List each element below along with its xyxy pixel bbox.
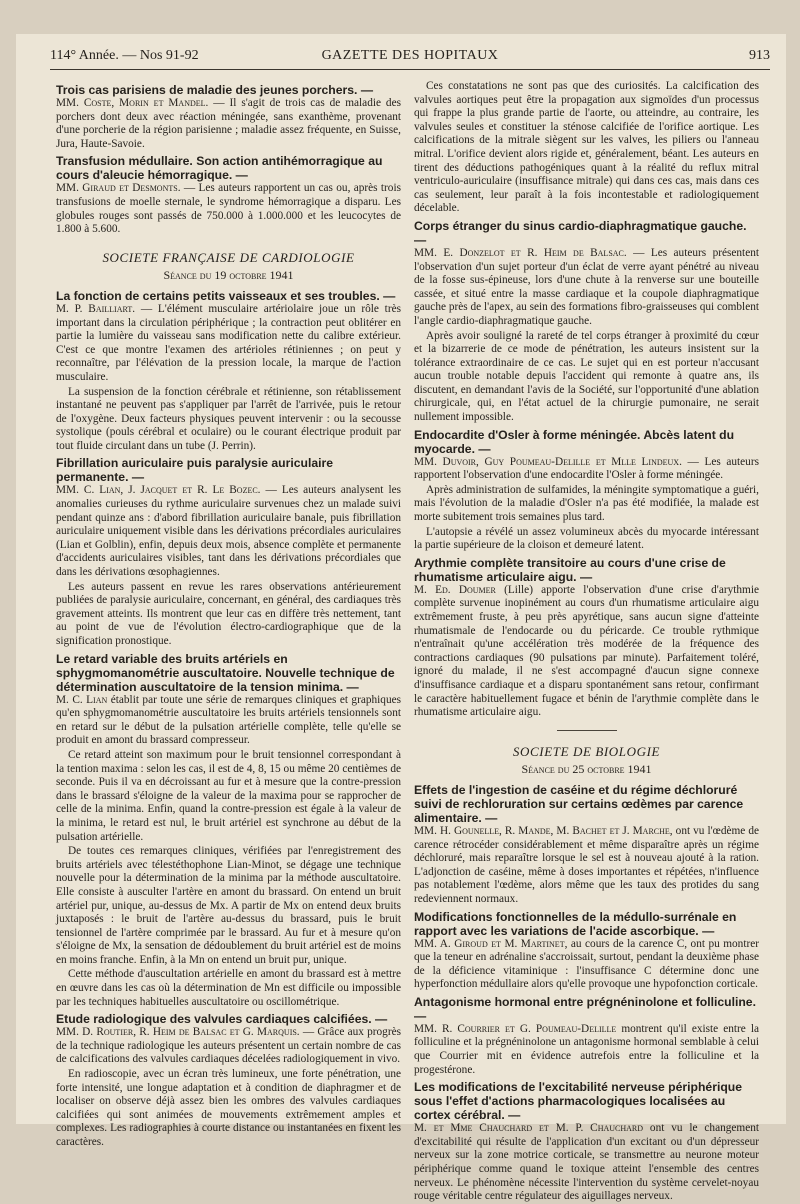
article-transfusion bbox=[56, 154, 401, 236]
article-body: MM. R. Courrier et G. Poumeau-Delille montrent qu'il existe entre la folliculine et la prégnéninolone un antagonisme hormonal semblable à celui que Courrier mit en évidence autrefois entre la folliculine et la progestérone. bbox=[414, 1022, 759, 1076]
article-paragraph: Les auteurs passent en revue les rares observations antérieurement publiées de paralysie auriculaire, concernant, en général, des cardiaques très gravement atteints. Ils montrent que leur cas en diffère très nettement, tant au point de vue de l'évolution électro-cardiographique que de la signification pronostique. bbox=[56, 580, 401, 647]
article-corps-etranger bbox=[414, 219, 759, 425]
article-paragraph: Cette méthode d'auscultation artérielle en amont du brassard est à mettre en œuvre dans les cas où la détermination de Mn est difficile ou impossible par les techniques habituelles auscultatoire ou oscillométrique. bbox=[56, 968, 401, 1008]
society-title: SOCIETE DE BIOLOGIE bbox=[512, 743, 661, 759]
article-paragraph: Après administration de sulfamides, la méningite symptomatique a guéri, mais l'évolution de la maladie d'Osler n'a pas été modifiée, la malade est morte subitement trois semaines plus tard. bbox=[414, 483, 759, 524]
article-body: M. C. Lian établit par toute une série de remarques cliniques et graphiques qu'en sphygmomanométrie auscultatoire les bruits artériels tensionnels sont en retard sur le début de la pulsation artérielle complète, telle qu'elle se produit en amont du brassard compresseur. bbox=[56, 693, 401, 747]
article-title: Endocardite d'Osler à forme méningée. Abcès latent du myocarde. — bbox=[414, 427, 735, 456]
article-title: Arythmie complète transitoire au cours d'une crise de rhumatisme articulaire aigu. — bbox=[414, 555, 726, 584]
article-body: MM. Giraud et Desmonts. — Les auteurs rapportent un cas ou, après trois transfusions de moelle sternale, le syndrome hémorragique a disparu. Les globules rouges sont passés de 750.000 à 1.000.000 et les leucocytes de 1.800 à 5.600. bbox=[56, 182, 401, 236]
article-authors: M. Ed. Doumer bbox=[414, 583, 496, 596]
article-medullo-surrenale bbox=[414, 910, 759, 992]
article-authors: M. C. Lian bbox=[56, 693, 108, 706]
article-paragraph: Ce retard atteint son maximum pour le bruit tensionnel correspondant à la tention maxima : selon les cas, il est de 4, 8, 15 ou même 20 centièmes de seconde. Puis il va en décroissant au fur et à mesure que la contre-pression dans le brassard s'éloigne de la valeur de la maxima pour se rapprocher de celle de la minima. Enfin, quand la contre-pression est égale à la valeur de la minima, le retard est nul, le bruit artériel est synchrone au début de la pulsation artérielle. bbox=[56, 748, 401, 843]
article-paragraph: Après avoir souligné la rareté de tel corps étranger à proximité du cœur et la bizarrerie de ce mode de pénétration, les auteurs insistent sur la tolérance extraordinaire de ce cas. Le sujet qui en est porteur n'accusant aucun trouble notable depuis l'accident qui remonte à quatre ans, ils discutent, en demandant l'avis de la Société, sur l'opportunité d'une ablation chirurgicale, qui, en l'état actuel de la chirurgie pumonaire, ne serait nullement impossible. bbox=[414, 329, 759, 424]
article-title: Les modifications de l'excitabilité nerveuse périphérique sous l'effet d'actions pharmacologiques localisées au cortex cérébral. — bbox=[414, 1080, 742, 1123]
article-authors: MM. Duvoir, Guy Poumeau-Delille et Mlle Lindeux. — bbox=[414, 455, 699, 468]
article-title: Etude radiologique des valvules cardiaques calcifiées. — bbox=[56, 1012, 388, 1027]
article-title: Antagonisme hormonal entre prégnéninolone et folliculine. — bbox=[414, 994, 756, 1023]
article-caseine bbox=[414, 783, 759, 907]
article-porchers bbox=[56, 83, 401, 151]
article-body: MM. H. Gounelle, R. Mande, M. Bachet et J. Marche, ont vu l'œdème de carence rétrocéder considérablement et même disparaître après un régime déchloruré, mais reparaître lorsque le sel est à nouveau ajouté à la ration. L'adjonction de caséine, même à doses importantes et répétées, n'influence pas notablement l'œdème, alors même que les taux des protides du sang redeviennent normaux. bbox=[414, 824, 759, 905]
article-endocardite bbox=[414, 428, 759, 553]
article-title: Effets de l'ingestion de caséine et du régime déchloruré suivi de rechloruration sur certains œdèmes par carence alimentaire. — bbox=[414, 782, 744, 825]
article-authors: MM. E. Donzelot et R. Heim de Balsac. — bbox=[414, 246, 645, 259]
journal-title: GAZETTE DES HOPITAUX bbox=[321, 48, 499, 63]
article-excitabilite-nerveuse bbox=[414, 1080, 759, 1204]
article-body: MM. Coste, Morin et Mandel. — Il s'agit de trois cas de maladie des porchers dont deux avec réaction méningée, sans exanthème, provenant d'une porcherie de la région parisienne ; maladie assez fréquente, en Suisse, Jura, Haute-Savoie. bbox=[56, 97, 401, 150]
article-body: M. P. Bailliart. — L'élément musculaire artériolaire joue un rôle très important dans la circulation périphérique ; la contraction peut oblitérer en partie la lumière du vaisseau sans modification nette du calibre extérieur. C'est ce que montre l'examen des artérioles rétiniennes ; on peut y reconnaître, par l'élévation de la pression locale, la marque de l'action musculaire. bbox=[56, 302, 401, 383]
article-body: M. Ed. Doumer (Lille) apporte l'observation d'une crise d'arythmie complète survenue inopinément au cours d'un rhumatisme articulaire aigu extrêmement fruste, à peu près apyrétique, sans aucun signe d'atteinte rhumatismale de l'endocarde ou du péricarde. Ce trouble rythmique n'entraînait qu'une accélération très modérée de la fréquence des contractions cardiaques (90 pulsations par minute). Parfaitement toléré, ignoré du malade, il ne s'est accompagné d'aucun signe connexe d'insuffisance cardiaque et a disparu spontanément sans retour, confirmant le caractère habituellement fugace et bénin de l'arythmie complète dans le rhumatisme articulaire aigu. bbox=[414, 583, 759, 719]
article-paragraph: En radioscopie, avec un écran très lumineux, une forte pénétration, une forte intensité, une longue adaptation et à condition de diaphragmer et de localiser on observe déjà assez bien les ombres des valvules cardiaques calcifiées qui sont animées de mouvements extrêmement amples et complexes. Les radiographies à courte distance ou instantanées en fixent les caractères. bbox=[56, 1068, 401, 1148]
article-authors: MM. Coste, Morin et Mandel. — bbox=[56, 97, 225, 109]
article-antagonisme-hormonal bbox=[414, 995, 759, 1077]
article-authors: M. P. Bailliart. — bbox=[56, 302, 153, 315]
section-heading-cardiologie bbox=[56, 251, 401, 283]
article-paragraph: De toutes ces remarques cliniques, vérifiées par l'enregistrement des bruits artériels avec télestéthophone Lian-Minot, se dégage une technique nouvelle pour la détermination de la minima par la méthode auscultatoire. Elle consiste à ausculter l'artère en amont du brassard. On entend un bruit artériel pur, unique, au-dessus de Mx. A partir de Mx on entend deux bruits juxtaposés : le bruit de l'artère au-dessus du brassard, puis le bruit tensionnel de l'artère comprimée par le brassard. Au fur et à mesure qu'on s'éloigne de Mx, la sensation de dédoublement du bruit artériel est de moins en moins franche. Enfin, à la Mn on entend un bruit pur, unique. bbox=[56, 845, 401, 966]
article-body: MM. A. Giroud et M. Martinet, au cours de la carence C, ont pu montrer que la teneur en adrénaline s'accroissait, surtout, pendant la deuxième phase de la déficience vitaminique : l'insuffisance C détermine donc une hyperfonction médullaire alors qu'elle provoque une hypofonction corticale. bbox=[414, 937, 759, 991]
article-title: Corps étranger du sinus cardio-diaphragmatique gauche. — bbox=[414, 218, 747, 247]
article-authors: M. et Mme Chauchard et M. P. Chauchard bbox=[414, 1122, 644, 1135]
article-petits-vaisseaux bbox=[56, 289, 401, 454]
article-paragraph: Ces constatations ne sont pas que des curiosités. La calcification des valvules aortiques peut être la propagation aux sigmoïdes d'un processus qui frappe la plus grande partie de l'aorte, ou atteindre, au contraire, les valvules seules et constituer la sténose calcifiée de l'orifice aortique. Les calcifications de la mitrale siègent sur les valves, les piliers ou l'anneau mitral. L'orifice devient alors rigide et, généralement, béant. Les auteurs en tirent des déductions pathogéniques quant à la réalité du reflux mitral ventriculo-auriculaire (insuffisance mitrale) qui dans ces cas, mais dans ces cas seulement, leur paraît à la fois incontestable et radiologiquement décelable. bbox=[414, 80, 759, 215]
society-title: SOCIETE FRANÇAISE DE CARDIOLOGIE bbox=[102, 249, 355, 265]
article-authors: MM. A. Giroud et M. Martinet, bbox=[414, 937, 568, 950]
article-sphygmomanometrie bbox=[56, 652, 401, 1010]
section-divider bbox=[557, 730, 617, 731]
article-title: Trois cas parisiens de maladie des jeunes porchers. — bbox=[56, 83, 374, 97]
session-date: Séance du 25 octobre 1941 bbox=[521, 762, 652, 777]
left-column bbox=[56, 80, 401, 1148]
issue-number: 114° Année. — Nos 91-92 bbox=[50, 48, 199, 63]
article-valvules-calcifiees bbox=[56, 1012, 401, 1149]
page-number: 913 bbox=[749, 48, 770, 63]
article-title: Modifications fonctionnelles de la médullo-surrénale en rapport avec les variations de l'acide ascorbique. — bbox=[414, 909, 737, 938]
article-body: MM. D. Routier, R. Heim de Balsac et G. Marquis. — Grâce aux progrès de la technique radiologique les auteurs présentent un certain nombre de cas de calcifications des valvules cardiaques décelées radiologiquement in vivo. bbox=[56, 1026, 401, 1066]
article-paragraph: La suspension de la fonction cérébrale et rétinienne, son rétablissement instantané ne peuvent pas s'appliquer par l'arrêt de l'arrivée, puis le retour de l'oxygène. Deux facteurs physiques peuvent intervenir : ou la secousse systolique (pouls cérébral et oculaire) ou le courant électrique produit par tout fluide circulant dans un tube (J. Perrin). bbox=[56, 385, 401, 452]
article-body: MM. E. Donzelot et R. Heim de Balsac. — Les auteurs présentent l'observation d'un sujet porteur d'un éclat de verre ayant pénétré au niveau de la fosse sus-épineuse, lors d'une chute à la renverse sur une bouteille cassée, et situé entre la masse cardiaque et la coupole diaphragmatique gauche près de l'apex, au sein des formations fibro-graisseuses qui comblent l'angle cardio-diaphragmatique gauche. bbox=[414, 246, 759, 327]
article-title: Transfusion médullaire. Son action antihémorragique au cours d'aleucie hémorragique. — bbox=[56, 154, 383, 183]
article-authors: MM. H. Gounelle, R. Mande, M. Bachet et J. Marche, bbox=[414, 824, 673, 837]
article-title: Le retard variable des bruits artériels en sphygmomanométrie auscultatoire. Nouvelle technique de détermination auscultatoire de la tension minima. — bbox=[56, 651, 395, 694]
article-arythmie bbox=[414, 556, 759, 720]
article-fibrillation bbox=[56, 456, 401, 648]
article-body: M. et Mme Chauchard et M. P. Chauchard ont vu le changement d'excitabilité qui résulte de l'application d'un excitant ou d'un dépresseur nerveux sur la zone motrice corticale, se transmettre au neurone moteur périphérique comme quand le toxique atteint l'ensemble des centres nerveux. Le phénomène nécessite l'intervention du système cervelet-noyau rouge véritable centre régulateur des aiguillages nerveux. bbox=[414, 1122, 759, 1203]
article-authors: MM. Giraud et Desmonts. — bbox=[56, 182, 196, 195]
article-title: La fonction de certains petits vaisseaux et ses troubles. — bbox=[56, 288, 396, 303]
header-rule bbox=[50, 69, 770, 70]
right-column bbox=[414, 80, 759, 1203]
session-date: Séance du 19 octobre 1941 bbox=[163, 268, 294, 283]
article-paragraph: L'autopsie a révélé un assez volumineux abcès du myocarde intéressant la partie supérieure de la cloison et demeuré latent. bbox=[414, 525, 759, 552]
section-heading-biologie bbox=[414, 745, 759, 777]
article-authors: MM. D. Routier, R. Heim de Balsac et G. Marquis. — bbox=[56, 1026, 315, 1039]
article-body: MM. Duvoir, Guy Poumeau-Delille et Mlle Lindeux. — Les auteurs rapportent l'observation d'une endocardite l'Osler à forme méningée. bbox=[414, 455, 759, 482]
article-authors: MM. R. Courrier et G. Poumeau-Delille bbox=[414, 1022, 617, 1035]
article-authors: MM. C. Lian, J. Jacquet et R. Le Bozec. — bbox=[56, 484, 277, 497]
article-title: Fibrillation auriculaire puis paralysie auriculaire permanente. — bbox=[56, 456, 334, 485]
article-body: MM. C. Lian, J. Jacquet et R. Le Bozec. — Les auteurs analysent les anomalies curieuses du rythme auriculaire survenues chez un malade suivi pendant quinze ans : d'abord fibrillation auriculaire banale, puis fibrillation auriculaire uniquement visible dans les dérivations précordiales auriculaires (Lian et Golblin), enfin, depuis deux mois, absence complète et permanente d'accidents auriculaires visibles, tant dans les dérivations précordiales que dans les dérivations œsophagiennes. bbox=[56, 484, 401, 579]
running-header bbox=[50, 48, 770, 70]
